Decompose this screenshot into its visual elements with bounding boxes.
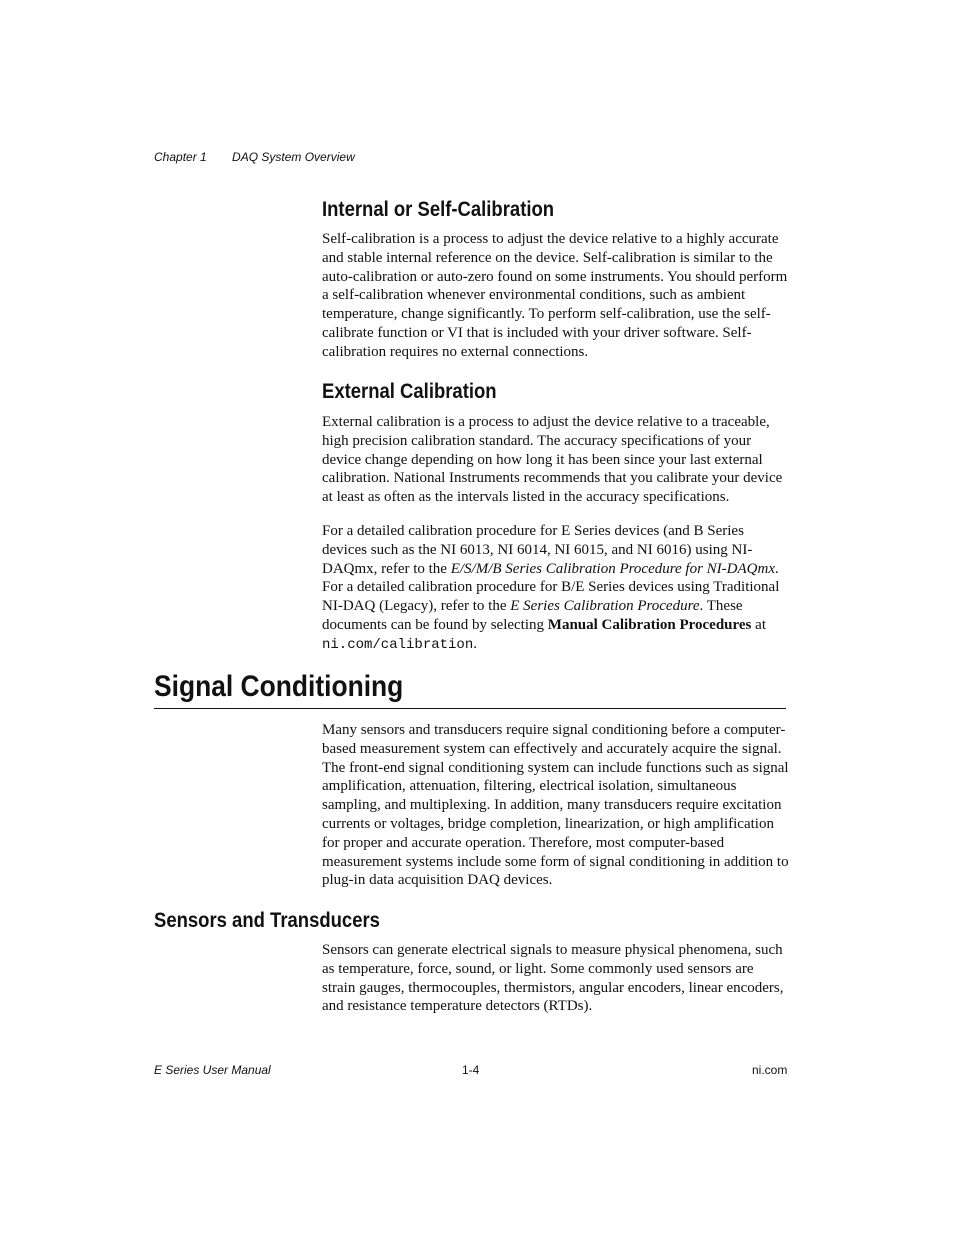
text-run: . These documents can be found by selecting (322, 598, 743, 633)
signal-conditioning-text: Many sensors and transducers require signal conditioning before a computer-based measurement system can effectively and accurately acquire the signal. The front-end signal conditioning system can include functions such as signal amplification, attenuation, filtering, electrical isolation, simultaneous sampling, and multiplexing. In addition, many transducers require excitation currents or voltages, bridge completion, linearization, or high amplification for proper and accurate operation. Therefore, most computer-based measurement systems include some form of signal conditioning in addition to plug-in data acquisition DAQ devices. (322, 722, 789, 889)
text-run: . For a detailed calibration procedure for B/E Series devices using Traditional NI-DAQ (Legacy), refer to the (322, 560, 780, 615)
heading-internal-calibration: Internal or Self-Calibration (322, 198, 555, 221)
text-run: at (751, 616, 766, 633)
paragraph-signal-conditioning (322, 721, 790, 890)
footer-manual-title: E Series User Manual (154, 1063, 271, 1077)
external-calibration-text: External calibration is a process to adjust the device relative to a traceable, high precision calibration standard. The accuracy specifications of your device change depending on how long it has been since your last external calibration. National Instruments recommends that you calibrate your device at least as often as the intervals listed in the accuracy specifications. (322, 414, 783, 506)
sensors-transducers-text: Sensors can generate electrical signals to measure physical phenomena, such as temperature, force, sound, or light. Some commonly used sensors are strain gauges, thermocouples, thermistors, angular encoders, linear encoders, and resistance temperature detectors (RTDs). (322, 942, 784, 1015)
chapter-title: DAQ System Overview (232, 150, 355, 164)
text-run: . (473, 635, 477, 652)
calibration-procedures-text (322, 522, 790, 655)
footer-page-number: 1-4 (462, 1063, 480, 1077)
running-header (154, 150, 355, 164)
paragraph-calibration-procedures (322, 522, 790, 655)
signal-conditioning-title: Signal Conditioning (154, 670, 404, 703)
internal-calibration-text: Self-calibration is a process to adjust the device relative to a highly accurate and stable internal reference on the device. Self-calibration is similar to the auto-calibration or auto-zero found on some instruments. You should perform a self-calibration whenever environmental conditions, such as ambient temperature, change significantly. To perform self-calibration, use the self-calibrate function or VI that is included with your driver software. Self-calibration requires no external connections. (322, 231, 788, 360)
paragraph-sensors-transducers (322, 941, 790, 1016)
calibration-url[interactable]: ni.com/calibration (322, 636, 474, 653)
heading-external-calibration: External Calibration (322, 380, 497, 403)
paragraph-internal-calibration (322, 230, 790, 362)
paragraph-external-calibration (322, 413, 790, 507)
doc-title-daqmx: E/S/M/B Series Calibration Procedure for NI-DAQmx (450, 560, 775, 577)
chapter-number: Chapter 1 (154, 150, 207, 164)
doc-title-legacy: E Series Calibration Procedure (510, 598, 700, 615)
heading-sensors-transducers: Sensors and Transducers (154, 909, 380, 932)
heading-signal-conditioning (154, 670, 786, 709)
footer-website: ni.com (752, 1063, 788, 1077)
text-run: For a detailed calibration procedure for E Series devices (and B Series devices such as the NI 6013, NI 6014, NI 6015, and NI 6016) using NI-DAQmx, refer to the (322, 523, 753, 577)
menu-path-bold: Manual Calibration Procedures (547, 616, 752, 633)
